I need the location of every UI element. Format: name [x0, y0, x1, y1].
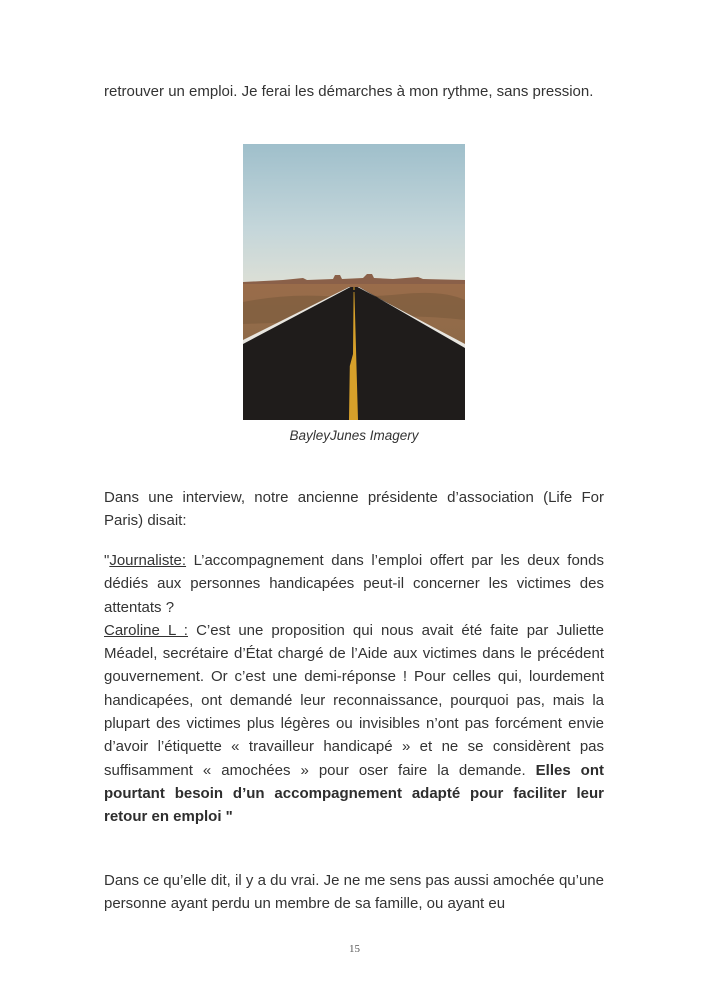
answer-bold: Elles ont pourtant besoin d’un accompagnement adapté pour faciliter leur retour en emploi ": [104, 761, 604, 826]
answer-text: C’est une proposition qui nous avait été faite par Juliette Méadel, secrétaire d’État chargé de l’Aide aux victimes dans le précédent gouvernement. Or c’est une demi-réponse ! Pour celles qui, lourdement handicapées, ont demandé leur reconnaissance, pourquoi pas, mais la plupart des victimes plus légères ou invisibles n’ont pas forcément envie d’avoir l’étiquette « travailleur handicapé » et ne se considèrent pas suffisamment « amochées » pour oser faire la demande.: [104, 621, 604, 779]
intro-paragraph: retrouver un emploi. Je ferai les démarches à mon rythme, sans pression.: [104, 83, 594, 100]
closing-paragraph: Dans ce qu’elle dit, il y a du vrai. Je ne me sens pas aussi amochée qu’une personne ayant perdu un membre de sa famille, ou ayant eu: [104, 872, 604, 913]
interview-intro-paragraph: Dans une interview, notre ancienne présidente d’association (Life For Paris) disait:: [104, 489, 604, 530]
interview-quote: [104, 549, 604, 829]
journalist-label: Journaliste:: [109, 552, 187, 569]
page-number: 15: [349, 943, 360, 955]
photo-caption: BayleyJunes Imagery: [289, 428, 419, 443]
sky: [243, 144, 465, 284]
road-photo: [243, 144, 465, 420]
open-quote: ": [104, 552, 110, 569]
answer-label: Caroline L :: [104, 621, 188, 639]
journalist-question: L’accompagnement dans l’emploi offert par les deux fonds dédiés aux personnes handicapées peut-il concerner les victimes des attentats ?: [104, 552, 604, 616]
